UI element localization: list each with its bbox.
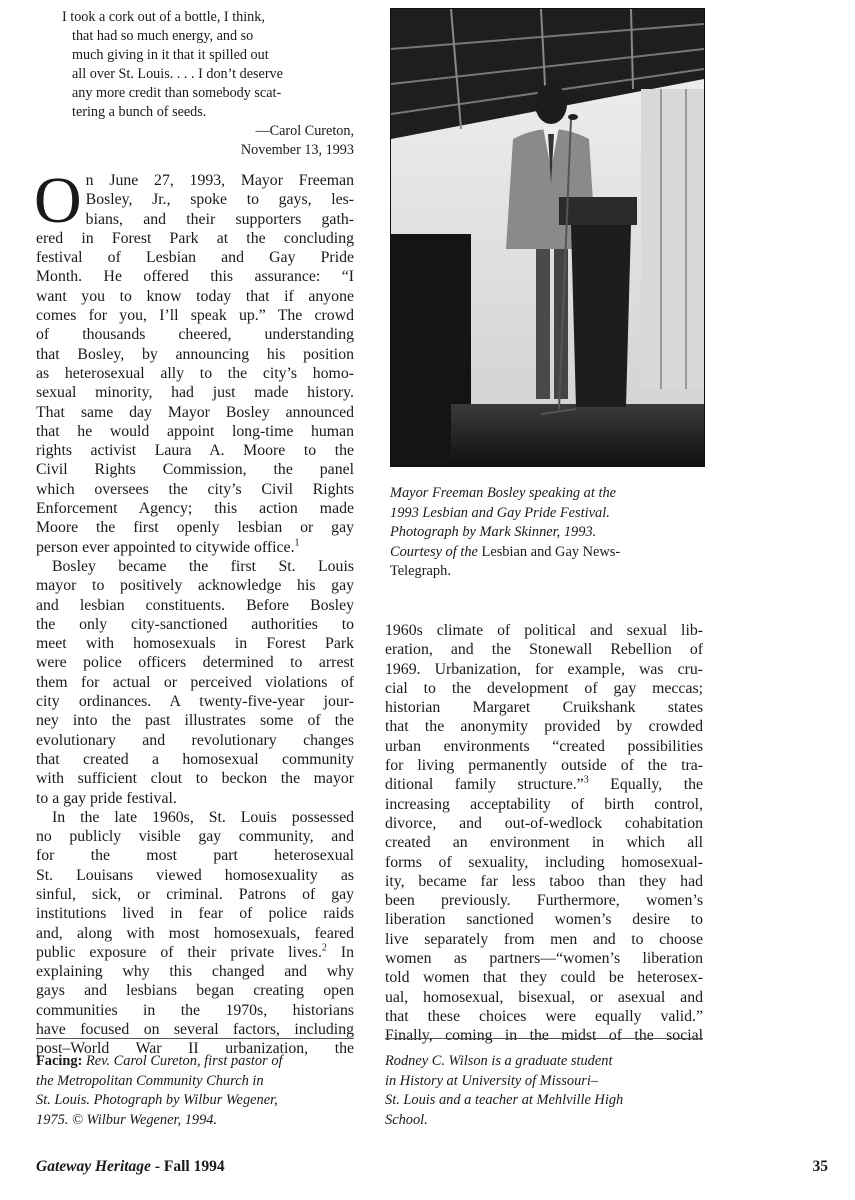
- text-line: city ordinances. A twenty-five-year jour-: [36, 693, 354, 711]
- text-span: ditional family structure.”: [385, 776, 584, 794]
- caption-line: Mayor Freeman Bosley speaking at the: [390, 485, 617, 501]
- caption-roman: Lesbian and Gay News-: [481, 543, 621, 560]
- facing-line: [36, 1052, 356, 1072]
- text-line: In the late 1960s, St. Louis possessed: [52, 808, 354, 826]
- caption-line: Telegraph.: [390, 563, 451, 580]
- drop-cap: O: [34, 164, 82, 237]
- text-line: ual, homosexual, bisexual, or asexual and: [385, 988, 703, 1006]
- microphone: [568, 114, 578, 120]
- photo-caption: [390, 484, 706, 582]
- podium-top: [559, 197, 637, 225]
- issue-label: Fall 1994: [163, 1158, 225, 1175]
- speaker-leg: [536, 249, 550, 399]
- text-line: Bosley, Jr., spoke to gays, les-: [85, 191, 354, 209]
- text-line: have focused on several factors, including: [36, 1021, 354, 1039]
- text-span: Equally, the: [588, 776, 703, 794]
- text-span: In: [326, 943, 354, 961]
- text-line: communities in the 1970s, historians: [36, 1001, 354, 1019]
- text-line: St. Louisans viewed homosexuality as: [36, 866, 354, 884]
- text-line: rights activist Laura A. Moore to the: [36, 442, 354, 460]
- text-line: 1960s climate of political and sexual lib-: [385, 622, 703, 639]
- article-left-column: [34, 164, 354, 1059]
- text-line: ity, became far less taboo than they had: [385, 872, 703, 890]
- caption-line: [390, 543, 706, 563]
- text-line: [36, 538, 354, 557]
- epigraph-attribution-date: November 13, 1993: [240, 142, 354, 158]
- text-line: liberation sanctioned women’s desire to: [385, 911, 703, 929]
- footnote-marker: 1: [294, 537, 300, 549]
- epigraph-line: any more credit than somebody scat-: [72, 85, 282, 101]
- facing-text: 1975. © Wilbur Wegener, 1994.: [36, 1111, 218, 1128]
- facing-text: Rev. Carol Cureton, first pastor of: [82, 1053, 283, 1069]
- author-line: in History at University of Missouri–: [385, 1072, 599, 1089]
- text-line: and lesbian constituents. Before Bosley: [36, 596, 354, 614]
- epigraph-attribution-name: —Carol Cureton,: [255, 123, 354, 139]
- epigraph-line: tering a bunch of seeds.: [72, 104, 207, 120]
- text-line: Moore the first openly lesbian or gay: [36, 519, 354, 537]
- article-right-column: [385, 621, 703, 1046]
- text-line: ered in Forest Park at the concluding: [36, 229, 354, 247]
- text-line: created an environment in which all: [385, 834, 703, 852]
- text-line: [36, 943, 354, 962]
- text-line: sexual minority, had just made history.: [36, 384, 354, 402]
- epigraph-line: that had so much energy, and so: [72, 28, 254, 44]
- facing-line: [36, 1072, 356, 1092]
- left-divider: [36, 1038, 354, 1039]
- text-line: Civil Rights Commission, the panel: [36, 461, 354, 479]
- text-line: comes for you, I’ll speak up.” The crowd: [36, 307, 354, 325]
- text-line: no publicly visible gay community, and: [36, 828, 354, 846]
- footer-separator: -: [150, 1158, 164, 1175]
- text-line: that Bosley, by announcing his position: [36, 345, 354, 363]
- text-line: eration, and the Stonewall Rebellion of: [385, 641, 703, 659]
- text-line: Month. He offered this assurance: “I: [36, 268, 354, 286]
- text-line: increasing acceptability of birth control,: [385, 795, 703, 813]
- text-line: Enforcement Agency; this action made: [36, 500, 354, 518]
- text-line: as heterosexual ally to the city’s homo-: [36, 364, 354, 382]
- text-line: of thousands cheered, understanding: [36, 326, 354, 344]
- text-line: divorce, and out-of-wedlock cohabitation: [385, 814, 703, 832]
- text-line: festival of Lesbian and Gay Pride: [36, 249, 354, 267]
- text-line: Bosley became the first St. Louis: [52, 557, 354, 575]
- footnote-marker: 2: [321, 942, 327, 954]
- text-line: historian Margaret Cruikshank states: [385, 699, 703, 717]
- text-line: were police officers determined to arrest: [36, 654, 354, 672]
- text-line: that the anonymity provided by crowded: [385, 718, 703, 736]
- text-line: evolutionary and revolutionary changes: [36, 731, 354, 749]
- facing-line: [36, 1091, 356, 1111]
- text-line: live separately from men and to choose: [385, 930, 703, 948]
- text-line: mayor to positively acknowledge his gay: [36, 577, 354, 595]
- caption-line: Photograph by Mark Skinner, 1993.: [390, 524, 597, 541]
- text-line: to a gay pride festival.: [36, 789, 177, 807]
- text-line: that these choices were equally valid.”: [385, 1007, 703, 1025]
- facing-line: [36, 1111, 356, 1131]
- author-line: Rodney C. Wilson is a graduate student: [385, 1053, 613, 1069]
- text-line: urban environments “created possibilities: [385, 737, 703, 755]
- mayor-speaking-photo: [390, 8, 705, 467]
- text-line: gays and lesbians began creating open: [36, 982, 354, 1000]
- text-line: that created a homosexual community: [36, 750, 354, 768]
- text-line: bians, and their supporters gath-: [85, 210, 354, 228]
- right-divider: [385, 1038, 703, 1039]
- text-line: forms of sexuality, including homosexual-: [385, 853, 703, 871]
- text-line: Finally, coming in the midst of the social: [385, 1027, 703, 1045]
- stage-floor: [451, 404, 704, 466]
- epigraph-line: all over St. Louis. . . . I don’t deserve: [72, 66, 283, 82]
- text-line: for living permanently outside of the tra-: [385, 757, 703, 775]
- text-line: sinful, sick, or criminal. Patrons of gay: [36, 885, 354, 903]
- text-line: told women that they could be heterosex-: [385, 969, 703, 987]
- facing-text: St. Louis. Photograph by Wilbur Wegener,: [36, 1092, 278, 1109]
- text-line: them for actual or perceived violations of: [36, 673, 354, 691]
- text-line: for the most part heterosexual: [36, 847, 354, 865]
- page-number: 35: [812, 1158, 828, 1175]
- author-line: School.: [385, 1111, 428, 1128]
- footnote-marker: 3: [583, 775, 589, 787]
- text-span: public exposure of their private lives.: [36, 943, 322, 961]
- facing-text: the Metropolitan Community Church in: [36, 1072, 264, 1089]
- text-line: which oversees the city’s Civil Rights: [36, 480, 354, 498]
- journal-title: Gateway Heritage: [36, 1158, 151, 1175]
- podium: [571, 225, 631, 407]
- caption-line: 1993 Lesbian and Gay Pride Festival.: [390, 504, 610, 521]
- running-footer: [36, 1158, 225, 1176]
- text-line: want you to know today that if anyone: [36, 287, 354, 305]
- author-line: St. Louis and a teacher at Mehlville High: [385, 1092, 624, 1109]
- text-line: post–World War II urbanization, the: [36, 1040, 354, 1058]
- text-line: explaining why this changed and why: [36, 963, 354, 981]
- text-line: 1969. Urbanization, for example, was cru-: [385, 660, 703, 678]
- text-line: cial to the development of gay meccas;: [385, 679, 703, 697]
- author-bio: [385, 1052, 705, 1130]
- epigraph-quote: [62, 8, 354, 160]
- scaffold: [641, 89, 704, 389]
- text-line: and, along with most homosexuals, feared: [36, 924, 354, 942]
- text-span: person ever appointed to citywide office.: [36, 538, 295, 556]
- epigraph-line: much giving in it that it spilled out: [72, 47, 269, 63]
- epigraph-line: I took a cork out of a bottle, I think,: [62, 9, 265, 25]
- text-line: that he would appoint long-time human: [36, 422, 354, 440]
- text-line: institutions lived in fear of police raids: [36, 905, 354, 923]
- photo-illustration: [391, 9, 704, 466]
- text-line: That same day Mayor Bosley announced: [36, 403, 354, 421]
- text-line: with sufficient clout to beckon the mayor: [36, 770, 354, 788]
- caption-italic: Courtesy of the: [390, 543, 482, 560]
- text-line: [385, 775, 703, 794]
- text-line: ney into the past illustrates some of the: [36, 712, 354, 730]
- facing-label: Facing:: [36, 1053, 83, 1069]
- facing-caption: [36, 1052, 356, 1130]
- text-line: n June 27, 1993, Mayor Freeman: [85, 172, 354, 189]
- text-line: been previously. Furthermore, women’s: [385, 892, 703, 910]
- text-line: meet with homosexuals in Forest Park: [36, 635, 354, 653]
- text-line: women as partners—“women’s liberation: [385, 950, 703, 968]
- speaker-head: [535, 84, 567, 124]
- text-line: the only city-sanctioned authorities to: [36, 615, 354, 633]
